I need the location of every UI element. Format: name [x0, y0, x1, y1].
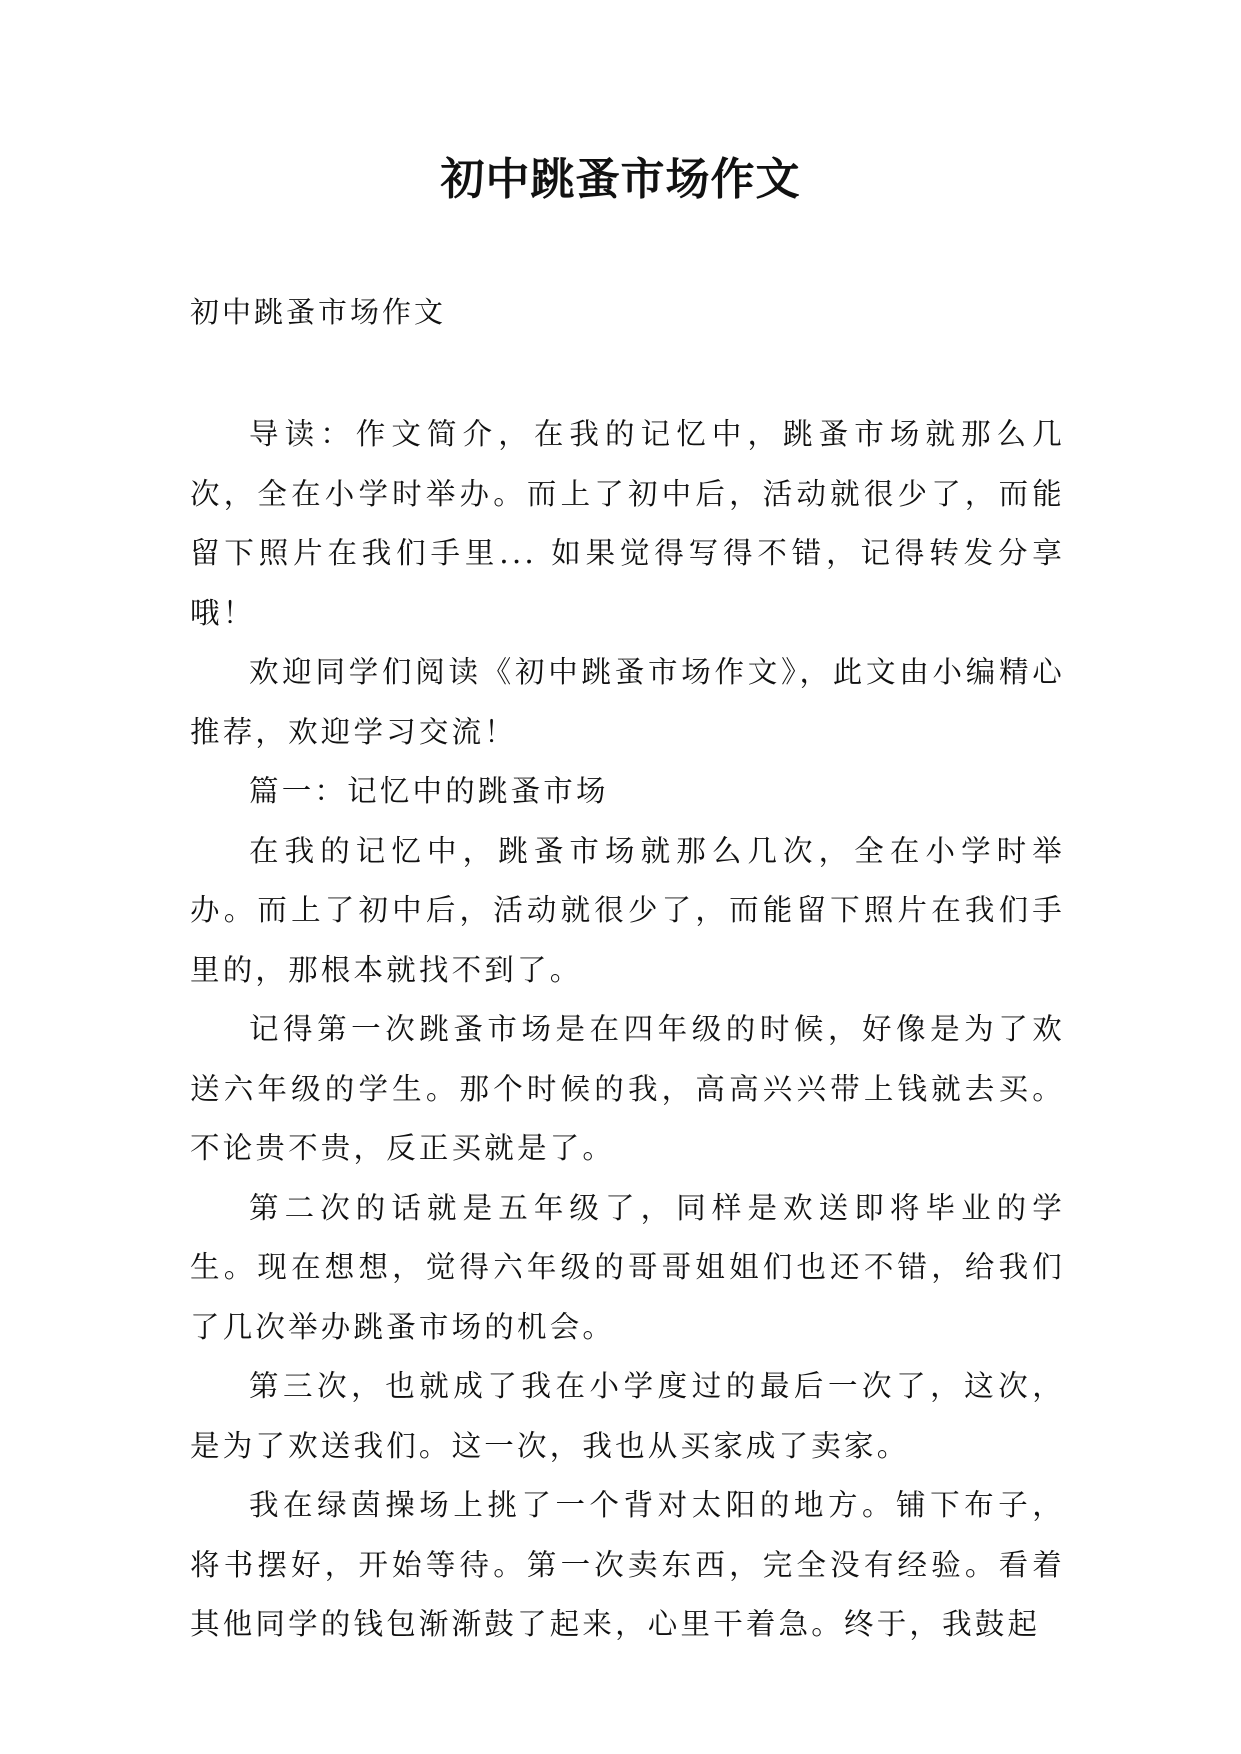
paragraph: 我在绿茵操场上挑了一个背对太阳的地方。铺下布子，将书摆好，开始等待。第一次卖东西，完全没有经验。看着其他同学的钱包渐渐鼓了起来，心里干着急。终于，我鼓起 — [190, 1488, 1065, 1641]
paragraph-welcome: 欢迎同学们阅读《初中跳蚤市场作文》，此文由小编精心推荐，欢迎学习交流！ — [190, 655, 1065, 749]
document-title: 初中跳蚤市场作文 — [440, 154, 801, 205]
paragraph: 第三次，也就成了我在小学度过的最后一次了，这次，是为了欢送我们。这一次，我也从买家成了卖家。 — [190, 1369, 1065, 1463]
paragraph-intro: 导读：作文简介，在我的记忆中，跳蚤市场就那么几次，全在小学时举办。而上了初中后，活动就很少了，而能留下照片在我们手里... 如果觉得写得不错，记得转发分享哦！ — [190, 417, 1065, 630]
section-heading: 篇一：记忆中的跳蚤市场 — [249, 774, 609, 808]
paragraph: 记得第一次跳蚤市场是在四年级的时候，好像是为了欢送六年级的学生。那个时候的我，高高兴兴带上钱就去买。不论贵不贵，反正买就是了。 — [190, 1012, 1065, 1165]
document-body — [190, 405, 1065, 1655]
paragraph: 在我的记忆中，跳蚤市场就那么几次，全在小学时举办。而上了初中后，活动就很少了，而能留下照片在我们手里的，那根本就找不到了。 — [190, 833, 1065, 987]
paragraph: 第二次的话就是五年级了，同样是欢送即将毕业的学生。现在想想，觉得六年级的哥哥姐姐们也还不错，给我们了几次举办跳蚤市场的机会。 — [190, 1190, 1065, 1344]
document-subtitle: 初中跳蚤市场作文 — [190, 295, 447, 329]
